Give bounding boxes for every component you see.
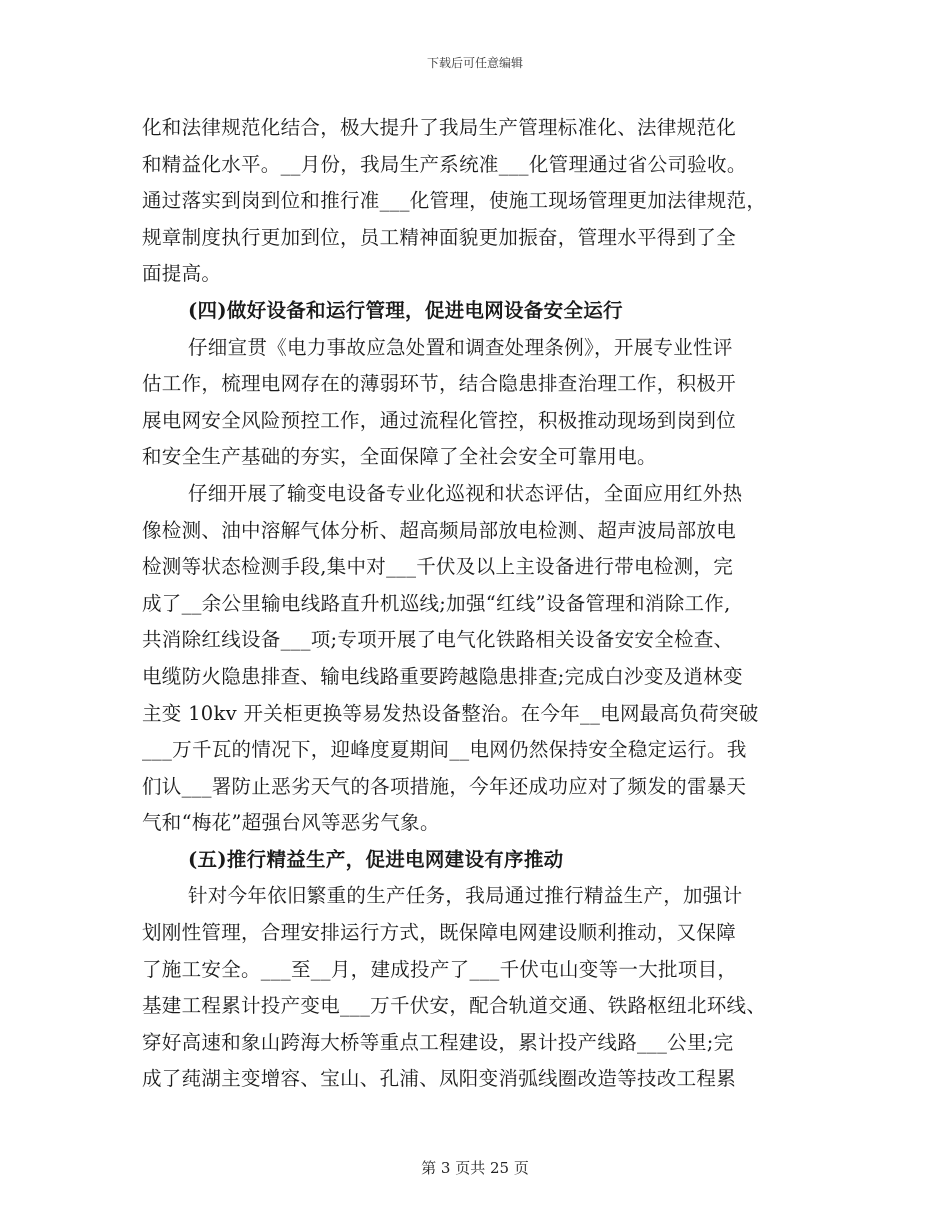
text-line: 仔细宣贯《电力事故应急处置和调查处理条例》，开展专业性评 bbox=[188, 335, 733, 359]
text-line: 仔细开展了输变电设备专业化巡视和状态评估，全面应用红外热 bbox=[188, 481, 743, 505]
text-line: 检测等状态检测手段,集中对___千伏及以上主设备进行带电检测，完 bbox=[142, 555, 734, 579]
text-line: 划刚性管理，合理安排运行方式，既保障电网建设顺利推动，又保障 bbox=[142, 921, 737, 945]
text-line: 规章制度执行更加到位，员工精神面貌更加振奋，管理水平得到了全 bbox=[142, 225, 737, 249]
text-line: 电缆防火隐患排查、输电线路重要跨越隐患排查;完成白沙变及逍林变 bbox=[142, 664, 743, 688]
text-line: 通过落实到岗到位和推行准___化管理，使施工现场管理更加法律规范， bbox=[142, 189, 767, 213]
text-line: 了施工安全。___至__月，建成投产了___千伏屯山变等一大批项目， bbox=[142, 957, 738, 981]
document-body bbox=[142, 110, 822, 1098]
text-line: 主变 10kv 开关柜更换等易发热设备整治。在今年__电网最高负荷突破 bbox=[142, 701, 759, 725]
text-line: 化和法律规范化结合，极大提升了我局生产管理标准化、法律规范化 bbox=[142, 116, 737, 139]
text-line: 估工作，梳理电网存在的薄弱环节，结合隐患排查治理工作，积极开 bbox=[142, 372, 737, 396]
text-line: 和精益化水平。__月份，我局生产系统准___化管理通过省公司验收。 bbox=[142, 152, 747, 176]
text-line: 穿好高速和象山跨海大桥等重点工程建设，累计投产线路___公里;完 bbox=[142, 1030, 734, 1054]
text-line: 面提高。 bbox=[142, 262, 222, 286]
text-line: 和安全生产基础的夯实，全面保障了全社会安全可靠用电。 bbox=[142, 445, 657, 469]
text-line: 针对今年依旧繁重的生产任务，我局通过推行精益生产，加强计 bbox=[188, 884, 743, 908]
text-line: ___万千瓦的情况下，迎峰度夏期间__电网仍然保持安全稳定运行。我 bbox=[142, 738, 747, 762]
text-line: 像检测、油中溶解气体分析、超高频局部放电检测、超声波局部放电 bbox=[142, 518, 737, 542]
text-line: 展电网安全风险预控工作，通过流程化管控，积极推动现场到岗到位 bbox=[142, 408, 737, 432]
text-line: 气和“梅花”超强台风等恶劣气象。 bbox=[142, 811, 440, 835]
text-line: 成了莼湖主变增容、宝山、孔浦、凤阳变消弧线圈改造等技改工程累 bbox=[142, 1067, 737, 1091]
section-heading-4: (四)做好设备和运行管理，促进电网设备安全运行 bbox=[188, 298, 623, 322]
page-footer: 第 3 页共 25 页 bbox=[421, 1159, 529, 1177]
text-line: 成了__余公里输电线路直升机巡线;加强“红线”设备管理和消除工作, bbox=[142, 591, 731, 615]
text-line: 们认___署防止恶劣天气的各项措施，今年还成功应对了频发的雷暴天 bbox=[142, 774, 747, 798]
text-line: 共消除红线设备___项;专项开展了电气化铁路相关设备安安全检查、 bbox=[142, 628, 734, 652]
page-header: 下载后可任意编辑 bbox=[426, 56, 523, 70]
section-heading-5: (五)推行精益生产，促进电网建设有序推动 bbox=[188, 847, 564, 871]
text-line: 基建工程累计投产变电___万千伏安，配合轨道交通、铁路枢纽北环线、 bbox=[142, 994, 767, 1018]
